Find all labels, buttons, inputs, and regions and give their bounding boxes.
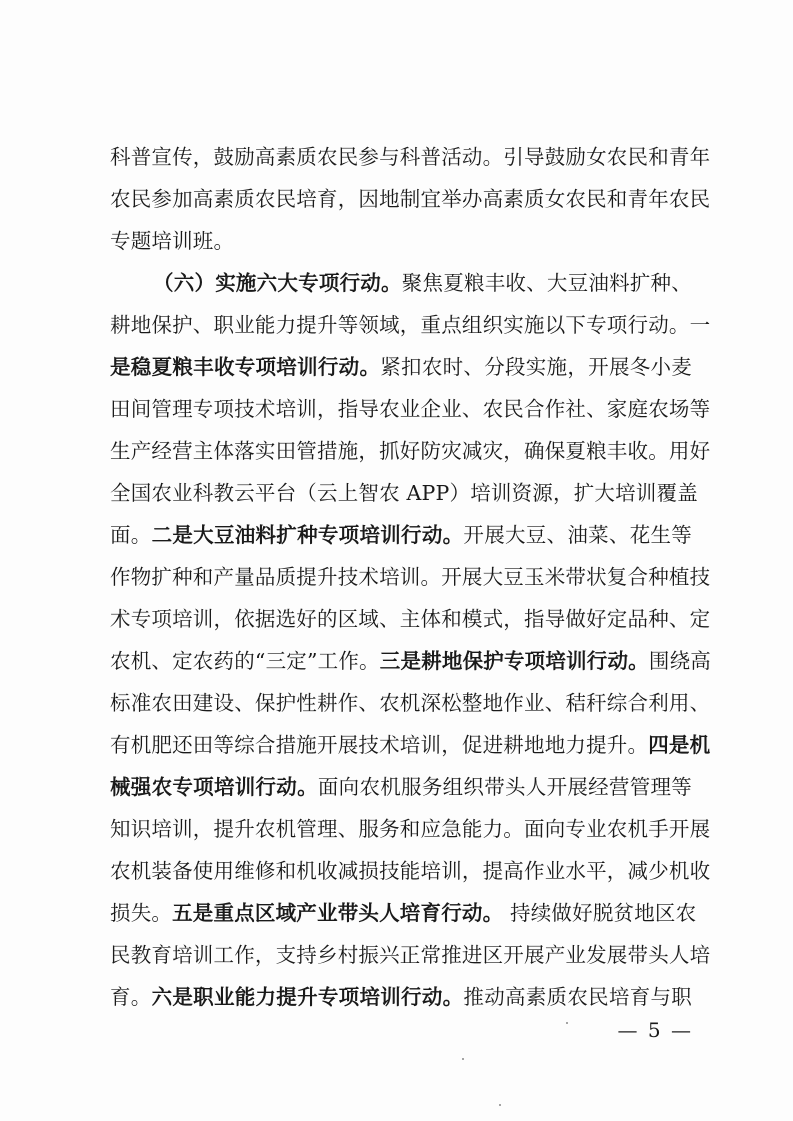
scan-speck bbox=[499, 1104, 501, 1106]
text-run: 围绕高 bbox=[648, 649, 711, 673]
text-line bbox=[110, 437, 711, 465]
text-line bbox=[110, 311, 711, 339]
scan-speck bbox=[566, 1022, 568, 1024]
text-run: 面。 bbox=[110, 523, 152, 547]
page-number: — 5 — bbox=[617, 1018, 693, 1042]
text-run: 科普宣传，鼓励高素质农民参与科普活动。引导鼓励女农民和青年 bbox=[110, 145, 711, 169]
text-run: 作物扩种和产量品质提升技术培训。开展大豆玉米带状复合种植技 bbox=[110, 565, 711, 589]
text-line bbox=[153, 269, 692, 297]
section-heading: （六）实施六大专项行动。 bbox=[153, 271, 402, 295]
text-run: 推动高素质农民培育与职 bbox=[463, 985, 692, 1009]
text-run: 紧扣农时、分段实施，开展冬小麦 bbox=[380, 355, 693, 379]
text-line bbox=[110, 143, 711, 171]
scan-speck bbox=[462, 1058, 464, 1060]
bold-item-title: 三是耕地保护专项培训行动。 bbox=[379, 649, 649, 673]
text-line bbox=[110, 941, 711, 969]
text-run: 损失。 bbox=[110, 901, 173, 925]
text-line bbox=[110, 773, 692, 801]
text-line bbox=[110, 815, 711, 843]
text-run: 开展大豆、油菜、花生等 bbox=[463, 523, 692, 547]
text-line bbox=[110, 479, 698, 507]
text-line bbox=[110, 983, 692, 1011]
text-run: 知识培训，提升农机管理、服务和应急能力。面向专业农机手开展 bbox=[110, 817, 711, 841]
text-run: 全国农业科教云平台（云上智农 APP）培训资源，扩大培训覆盖 bbox=[110, 481, 698, 505]
text-line bbox=[110, 605, 711, 633]
bold-item-title: 是稳夏粮丰收专项培训行动。 bbox=[110, 355, 381, 379]
text-line bbox=[110, 395, 711, 423]
text-line bbox=[110, 353, 692, 381]
text-line bbox=[110, 857, 711, 885]
text-line bbox=[110, 563, 711, 591]
text-line bbox=[110, 521, 692, 549]
bold-item-title: 二是大豆油料扩种专项培训行动。 bbox=[151, 523, 464, 547]
text-run: 耕地保护、职业能力提升等领域，重点组织实施以下专项行动。一 bbox=[110, 313, 711, 337]
text-run: 育。 bbox=[110, 985, 152, 1009]
text-run: 专题培训班。 bbox=[110, 229, 235, 253]
text-run: 术专项培训，依据选好的区域、主体和模式，指导做好定品种、定 bbox=[110, 607, 711, 631]
text-run: 有机肥还田等综合措施开展技术培训，促进耕地地力提升。 bbox=[110, 733, 649, 757]
bold-item-title: 械强农专项培训行动。 bbox=[110, 775, 318, 799]
text-run: 农机、定农药的“三定”工作。 bbox=[110, 649, 380, 673]
text-run: 持续做好脱贫地区农 bbox=[503, 901, 697, 925]
text-line bbox=[110, 647, 711, 675]
text-run: 农机装备使用维修和机收减损技能培训，提高作业水平，减少机收 bbox=[110, 859, 711, 883]
text-run: 民教育培训工作，支持乡村振兴正常推进区开展产业发展带头人培 bbox=[110, 943, 711, 967]
text-line bbox=[110, 689, 711, 717]
text-run: 标准农田建设、保护性耕作、农机深松整地作业、秸秆综合利用、 bbox=[110, 691, 711, 715]
text-line bbox=[110, 185, 711, 213]
text-line bbox=[110, 899, 697, 927]
text-run: 生产经营主体落实田管措施，抓好防灾减灾，确保夏粮丰收。用好 bbox=[110, 439, 711, 463]
text-run: 农民参加高素质农民培育，因地制宜举办高素质女农民和青年农民 bbox=[110, 187, 711, 211]
text-line bbox=[110, 731, 711, 759]
text-line bbox=[110, 227, 692, 255]
text-run: 面向农机服务组织带头人开展经营管理等 bbox=[317, 775, 692, 799]
text-run: 聚焦夏粮丰收、大豆油料扩种、 bbox=[401, 271, 692, 295]
bold-item-title: 五是重点区域产业带头人培育行动。 bbox=[172, 901, 504, 925]
bold-item-title: 四是机 bbox=[648, 733, 711, 757]
bold-item-title: 六是职业能力提升专项培训行动。 bbox=[151, 985, 464, 1009]
text-run: 田间管理专项技术培训，指导农业企业、农民合作社、家庭农场等 bbox=[110, 397, 711, 421]
